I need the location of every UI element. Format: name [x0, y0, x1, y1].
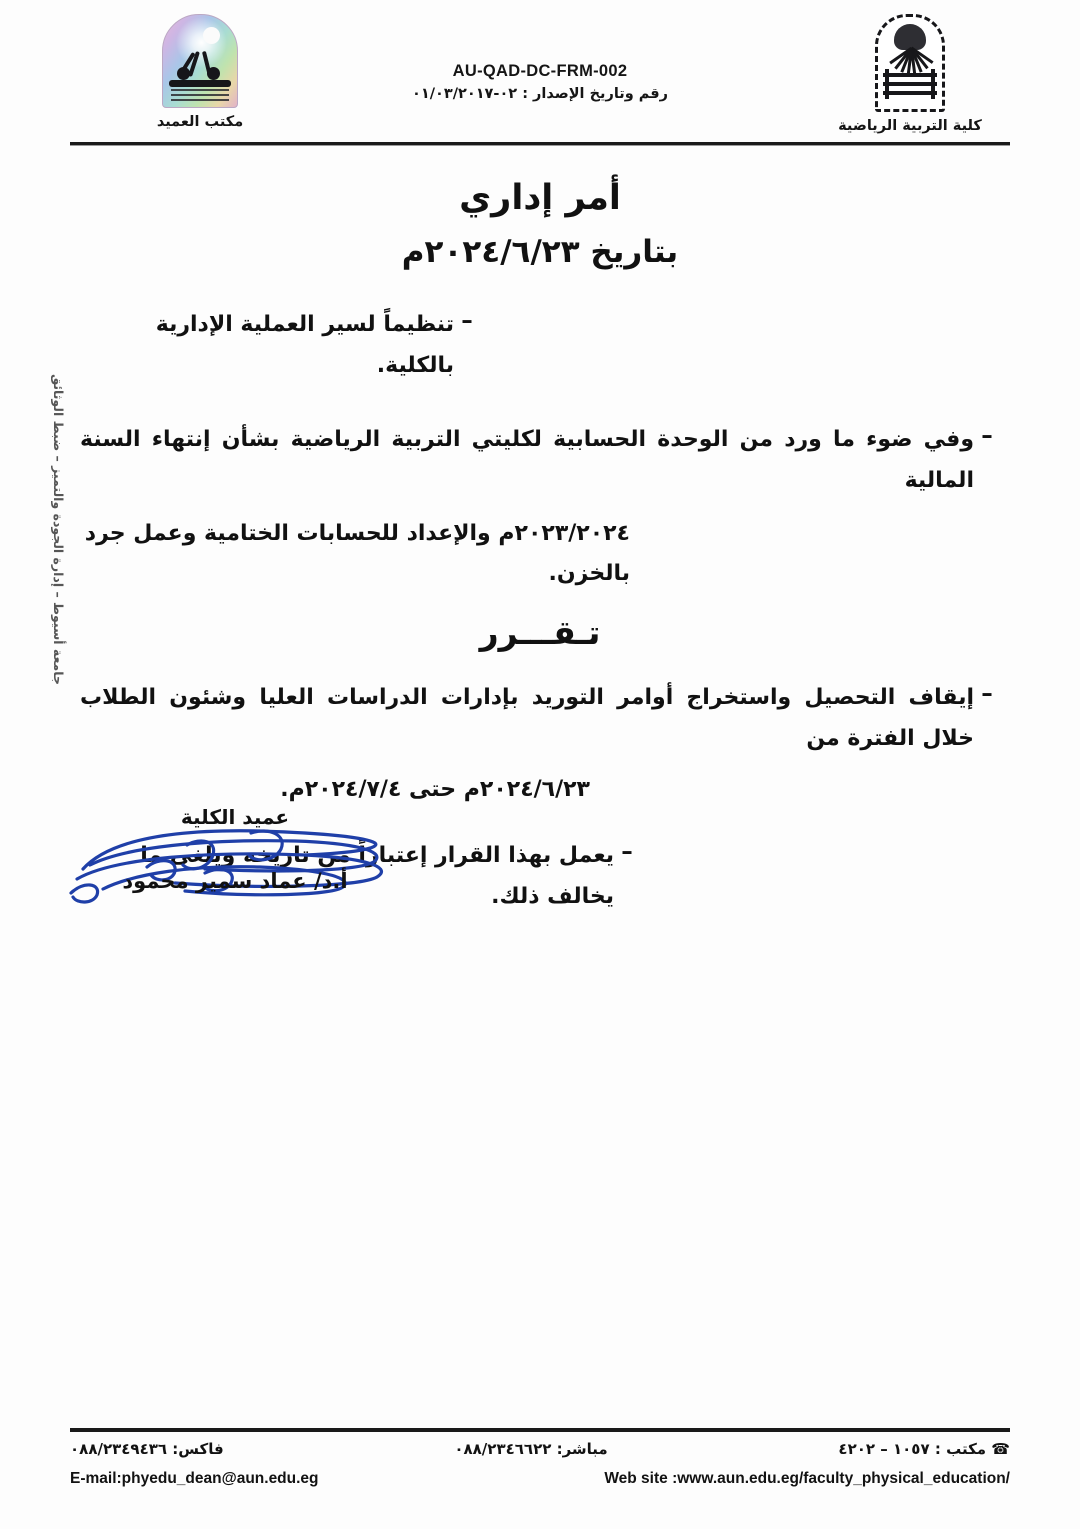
header-left-block	[100, 14, 300, 130]
faculty-emblem-icon	[162, 14, 238, 108]
reference-paragraph-cont	[80, 514, 630, 595]
footer-website: Web site :www.aun.edu.eg/faculty_physical_education/	[604, 1470, 1010, 1487]
reference-text-line1: وفي ضوء ما ورد من الوحدة الحسابية لكليتي التربية الرياضية بشأن إنتهاء السنة المالية	[80, 427, 974, 494]
document-header	[70, 14, 1010, 134]
header-divider	[70, 142, 1010, 146]
signature-name: أ.د/ عماد سمير محمود	[122, 869, 348, 893]
bullet-dash: –	[621, 839, 633, 866]
document-footer	[70, 1440, 1010, 1488]
decision-heading: تـقـــرر	[479, 613, 601, 653]
header-center-block	[330, 62, 750, 102]
decision-one-line2: ٢٠٢٤/٦/٢٣م حتى ٢٠٢٤/٧/٤م.	[280, 776, 590, 802]
bullet-dash: –	[981, 681, 993, 708]
footer-fax: فاكس: ٠٨٨/٢٣٤٩٤٣٦	[70, 1440, 224, 1458]
form-code: AU-QAD-DC-FRM-002	[452, 62, 628, 80]
faculty-name-label: كلية التربية الرياضية	[838, 118, 982, 134]
reference-text-line2: ٢٠٢٣/٢٠٢٤م والإعداد للحسابات الختامية وعمل جرد بالخزن.	[84, 520, 630, 587]
page-title: أمر إداري	[459, 178, 621, 218]
dean-office-label: مكتب العميد	[156, 114, 244, 130]
intro-paragraph	[80, 305, 480, 386]
signature-title: عميد الكلية	[180, 805, 290, 829]
footer-divider	[70, 1428, 1010, 1432]
signature-block	[55, 805, 415, 893]
form-issue-date: رقم وتاريخ الإصدار : ٠٢-٠١/٠٣/٢٠١٧	[412, 86, 668, 102]
footer-email: E-mail:phyedu_dean@aun.edu.eg	[70, 1470, 319, 1487]
footer-direct-phone: مباشر: ٠٨٨/٢٣٤٦٦٢٢	[454, 1440, 608, 1458]
footer-office-phone: ☎ مكتب : ١٠٥٧ – ٤٢٠٢	[838, 1440, 1010, 1458]
bullet-dash: –	[461, 308, 473, 334]
decision-one-line1: إيقاف التحصيل واستخراج أوامر التوريد بإدارات الدراسات العليا وشئون الطلاب خلال الفترة من	[80, 685, 974, 751]
intro-text: تنظيماً لسير العملية الإدارية بالكلية.	[155, 312, 454, 378]
header-right-block	[810, 14, 1010, 134]
decision-one-paragraph	[80, 678, 1000, 759]
assiut-university-emblem-icon	[875, 14, 945, 112]
reference-paragraph	[80, 420, 1000, 501]
document-date: بتاريخ ٢٠٢٤/٦/٢٣م	[401, 234, 679, 270]
side-margin-text: جامعة أسيوط – إدارة الجودة والتميز – ضبط الوثائق	[51, 374, 66, 685]
bullet-dash: –	[981, 423, 993, 450]
decision-two-text: يعمل بهذا القرار إعتباراً من تاريخه ويلغى ما يخالف ذلك.	[140, 843, 614, 909]
